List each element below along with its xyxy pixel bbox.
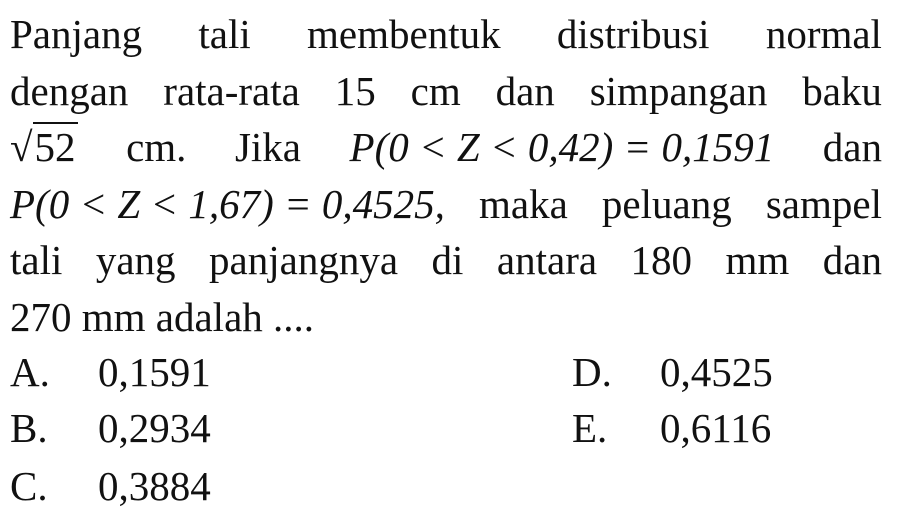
probability-expression: P(0 < Z < 0,42) = 0,1591 (349, 124, 775, 170)
word: normal (765, 11, 882, 57)
word: peluang (601, 180, 732, 227)
word: dengan (10, 67, 129, 114)
question-text (10, 6, 882, 345)
option-d[interactable] (572, 348, 773, 396)
word: simpangan (589, 67, 768, 114)
probability-expression: P(0 < Z < 1,67) = 0,4525, (10, 180, 445, 227)
word: Panjang (10, 11, 143, 57)
question-line-3 (10, 119, 882, 176)
word: tali (198, 11, 251, 57)
option-value: 0,1591 (98, 349, 211, 395)
question-line-4 (10, 176, 882, 233)
option-letter: D. (572, 349, 612, 395)
word: yang (95, 237, 176, 283)
word: membentuk (307, 11, 501, 57)
word: baku (802, 67, 882, 114)
word: Jika (234, 124, 301, 170)
word: dan (822, 237, 882, 283)
question-line-6 (10, 289, 882, 346)
word: panjangnya (209, 237, 399, 283)
word: 15 (334, 67, 376, 114)
option-letter: B. (10, 405, 48, 451)
option-value: 0,3884 (98, 463, 211, 509)
word: cm (410, 67, 461, 114)
word: rata-rata (163, 67, 300, 114)
word: sampel (765, 180, 882, 227)
option-letter: C. (10, 463, 48, 509)
word: dan (822, 124, 882, 170)
option-e[interactable] (572, 404, 771, 452)
option-c[interactable] (10, 462, 211, 510)
question-line-1 (10, 6, 882, 63)
word: mm (725, 237, 790, 283)
option-value: 0,2934 (98, 405, 211, 451)
word: di (431, 237, 464, 283)
question-line-5 (10, 232, 882, 289)
option-b[interactable] (10, 404, 211, 452)
radical-sign: √ (10, 124, 33, 170)
radicand: 52 (34, 124, 76, 170)
word: 180 (630, 237, 693, 283)
word: distribusi (556, 11, 710, 57)
option-letter: A. (10, 349, 50, 395)
word: dan (495, 67, 555, 114)
word: cm. (126, 124, 187, 170)
word: antara (496, 237, 598, 283)
square-root (10, 119, 78, 176)
option-a[interactable] (10, 348, 211, 396)
line-text: 270 mm adalah .... (10, 293, 315, 340)
word: maka (479, 180, 568, 227)
question-line-2 (10, 63, 882, 120)
word: tali (10, 237, 63, 283)
option-letter: E. (572, 405, 608, 451)
option-value: 0,4525 (660, 349, 773, 395)
option-value: 0,6116 (660, 405, 772, 451)
